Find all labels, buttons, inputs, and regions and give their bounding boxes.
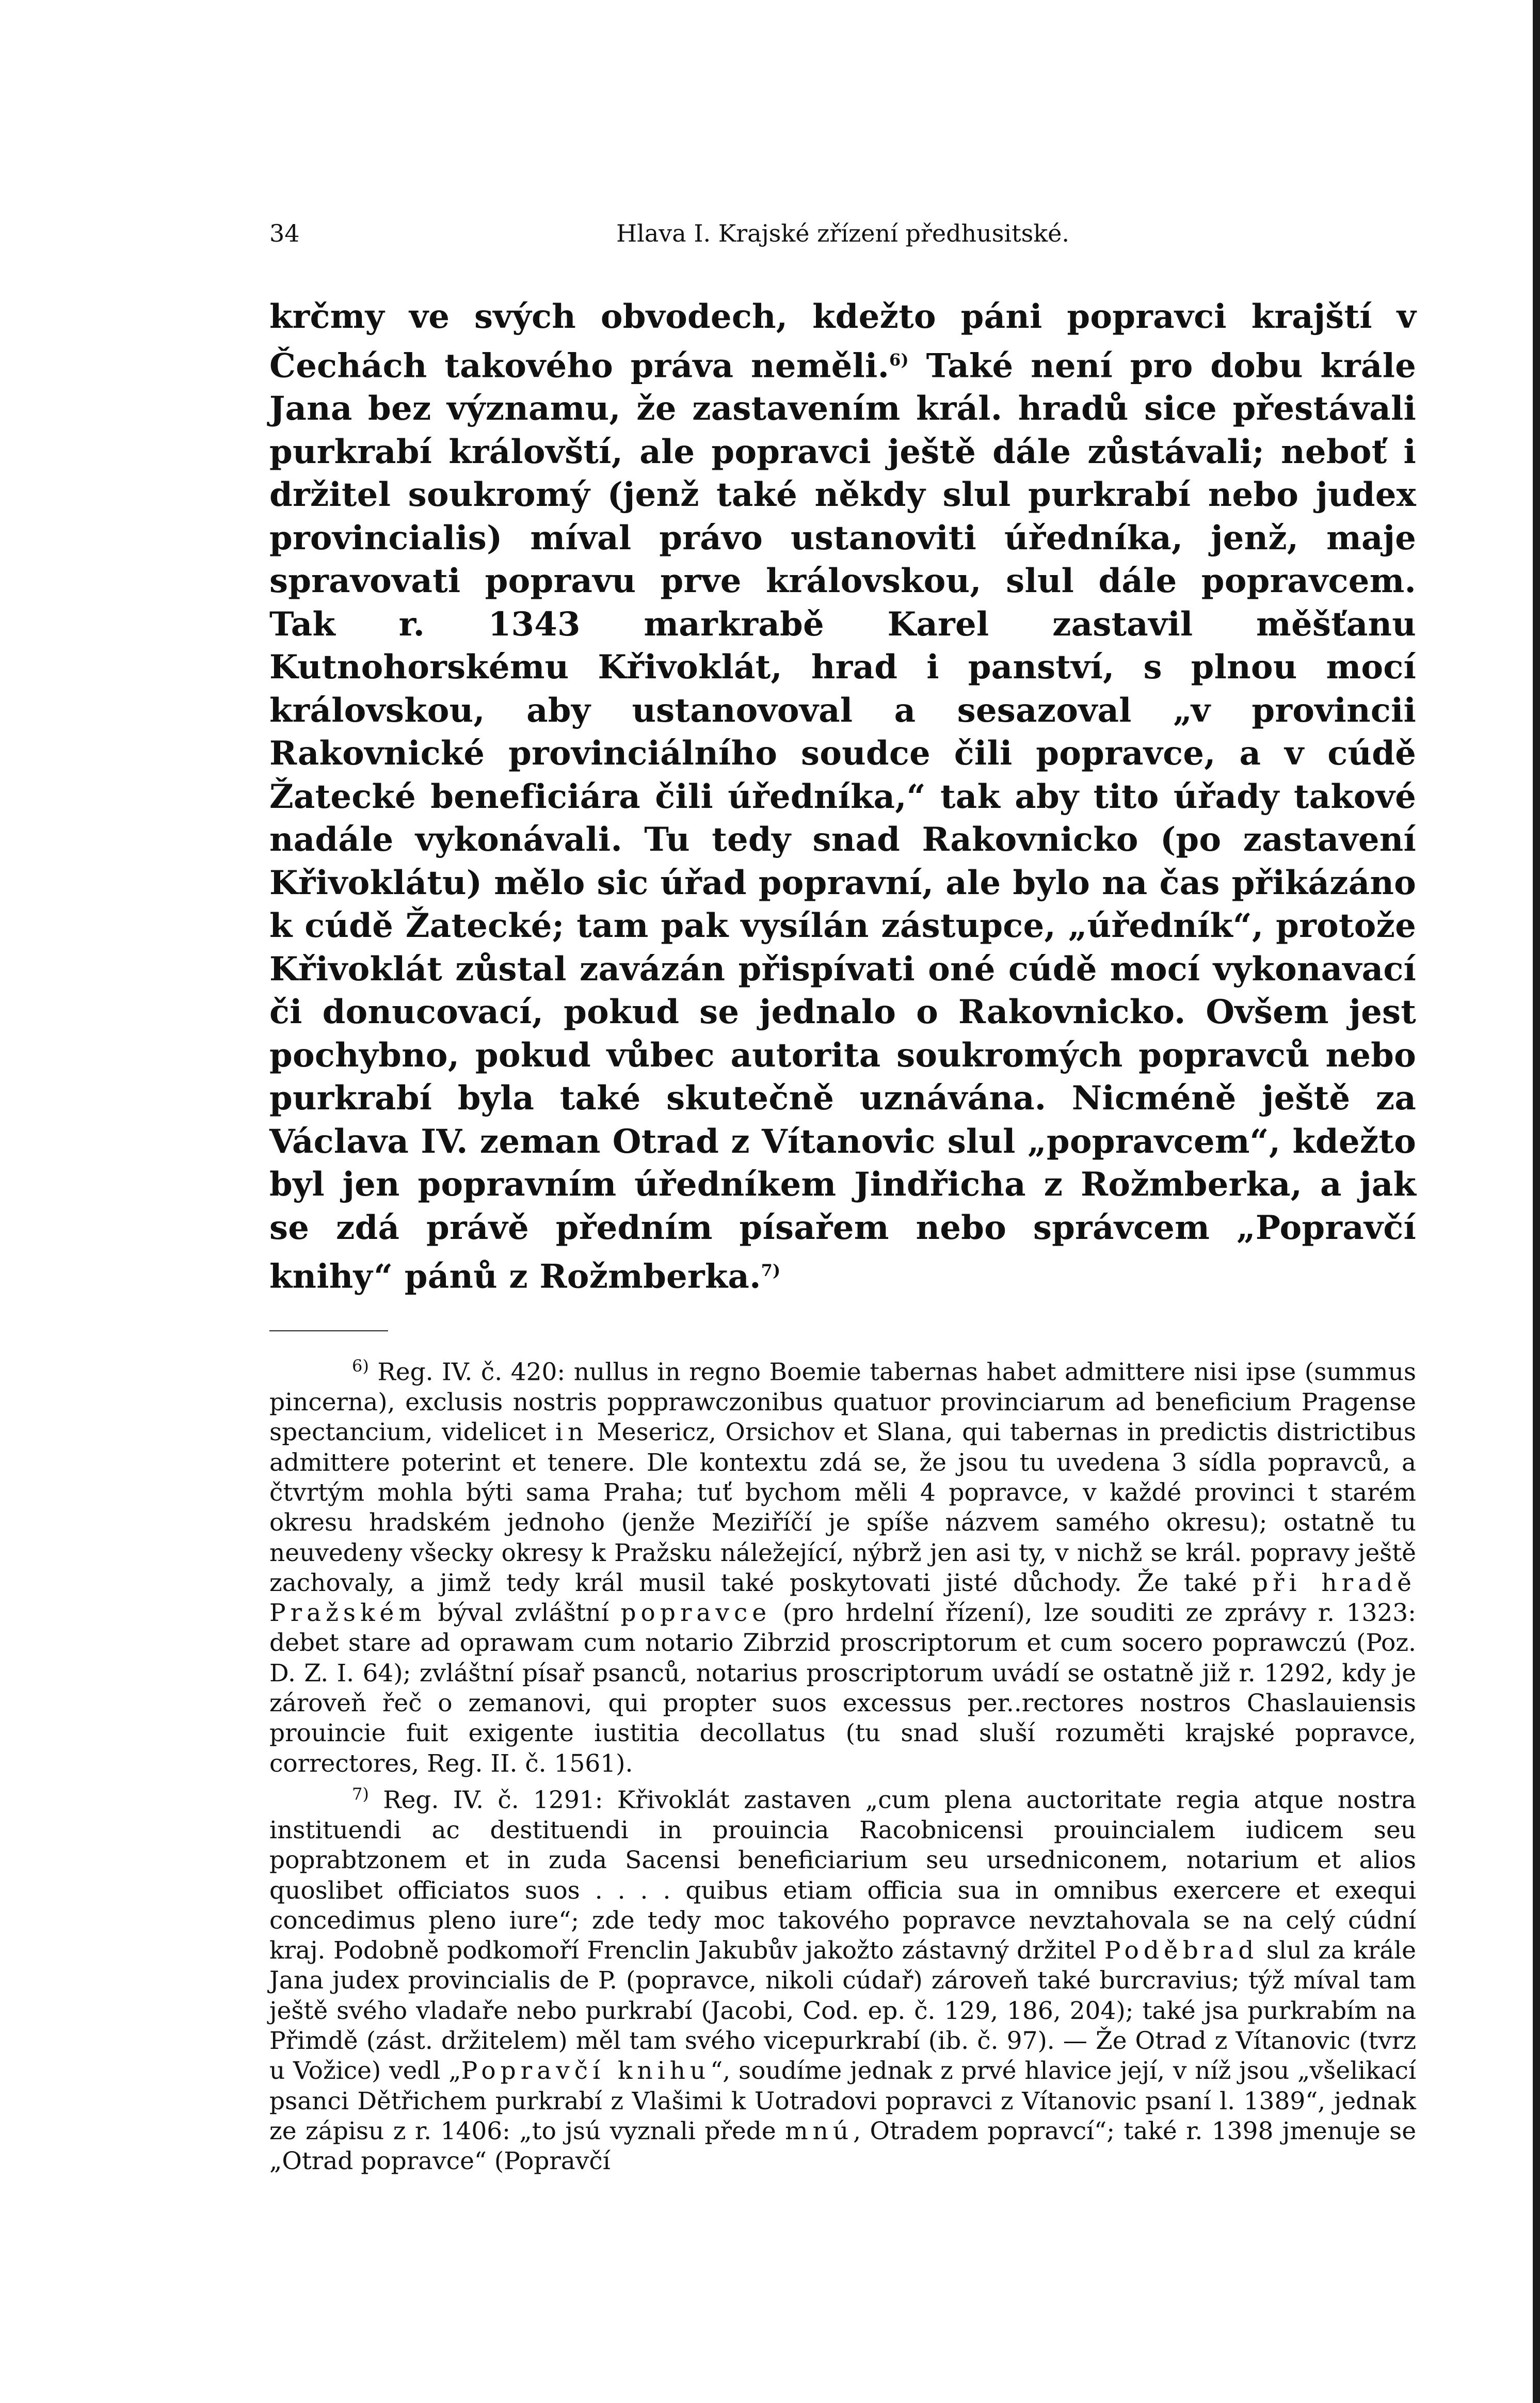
main-text-part-1: krčmy ve svých obvodech, kdežto páni popravci krajští v Čechách takového práva neměli. [269,297,1416,385]
footnote-6-text: Reg. IV. č. 420: nullus in regno Boemie tabernas habet admittere nisi ipse (summus pincerna), exclusis nostris popprawczonibus quatuor provinciarum ad beneficium Pragense spectancium, videlicet [269,1358,1416,1447]
spaced-text: popravce [620,1599,772,1628]
footnote-6-mark: 6) [352,1356,369,1376]
book-page [269,219,1416,2176]
footnote-7 [269,1779,1416,2177]
main-text-part-2: Také není pro dobu krále Jana bez významu, že zastavením král. hradů sice přestávali purkrabí královští, ale popravci ještě dále zůstávali; neboť i držitel soukromý (jenž také někdy slul purkrabí nebo judex provincialis) míval právo ustanoviti úředníka, jenž, maje spravovati popravu prve královskou, slul dále popravcem. Tak r. 1343 markrabě Karel zastavil měšťanu Kutnohorskému Křivoklát, hrad i panství, s plnou mocí královskou, aby ustanovoval a sesazoval „v provincii Rakovnické provinciálního soudce čili popravce, a v cúdě Žatecké beneficiára čili úředníka,“ tak aby tito úřady takové nadále vykonávali. Tu tedy snad Rakovnicko (po zastavení Křivoklátu) mělo sic úřad popravní, ale bylo na čas přikázáno k cúdě Žatecké; tam pak vysílán zástupce, „úředník“, protože Křivoklát zůstal zavázán přispívati oné cúdě mocí vykonavací či donucovací, pokud se jednalo o Rakovnicko. Ovšem jest pochybno, pokud vůbec autorita soukromých popravců nebo purkrabí byla také skutečně uznávána. Nicméně ještě za Václava IV. zeman Otrad z Vítanovic slul „popravcem“, kdežto byl jen popravním úředníkem Jindřicha z Rožmberka, a jak se zdá právě předním písařem nebo správcem „Popravčí knihy“ pánů z Rožmberka. [269,346,1416,1296]
footnote-6-text: Mesericz, Orsichov et Slana, qui tabernas in predictis districtibus admittere poterint et tenere. Dle kontextu zdá se, že jsou tu uvedena 3 sídla popravců, a čtvrtým mohla býti sama Praha; tuť bychom měli 4 popravce, v každé provinci t starém okresu hradském jednoho (jenže Meziříčí je spíše názvem samého okresu); ostatně tu neuvedeny všecky okresy k Pražsku náležející, nýbrž jen asi ty, v nichž se král. popravy ještě zachovaly, a jimž tedy král musil také poskytovati jisté důchody. Že také [269,1418,1416,1597]
running-title: Hlava I. Krajské zřízení předhusitské. [616,219,1069,247]
main-text [269,295,1416,1298]
footnote-7-text: slul za krále Jana judex provincialis de P. (popravce, nikoli cúdař) zároveň také burcravius; týž míval tam ještě svého vladaře nebo purkrabí (Jacobi, Cod. ep. č. 129, 186, 204); také jsa purkrabím na Přimdě (zást. držitelem) měl tam svého vicepurkrabí (ib. č. 97). — Že Otrad z Vítanovic (tvrz u Vožice) vedl „ [269,1936,1417,2086]
footnote-ref-7: 7) [761,1261,781,1281]
spaced-text: in [555,1418,588,1447]
footnote-7-text: Reg. IV. č. 1291: Křivoklát zastaven „cum plena auctoritate regia atque nostra instituendi ac destituendi in prouincia Racobnicensi prouincialem iudicem seu poprabtzonem et in zuda Sacensi beneficiarium seu ursedniconem, notarium et alios quoslibet officiatos suos . . . . quibus etiam officia sua in omnibus exercere et exequi concedimus pleno iure“; zde tedy moc takového popravce nevztahovala se na celý cúdní kraj. Podobně podkomoří Frenclin Jakubův jakožto zástavný držitel [269,1786,1416,1965]
spaced-text: Popravčí knihu [461,2057,711,2086]
spaced-text: mnú [785,2116,854,2145]
page-header [269,219,1416,261]
footnote-7-mark: 7) [352,1784,369,1804]
footnote-7-text: , Otradem popravcí“; také r. 1398 jmenuje se „Otrad popravce“ (Popravčí [269,2116,1417,2176]
main-paragraph [269,295,1416,1298]
footnote-6-text: (pro hrdelní řízení), lze souditi ze zprávy r. 1323: debet stare ad oprawam cum notario Zibrzid proscriptorum et cum socero poprawczú (Poz. D. Z. I. 64); zvláštní písař psanců, notarius proscriptorum uvádí se ostatně již r. 1292, kdy je zároveň řeč o zemanovi, qui propter suos excessus per..rectores nostros Chaslauiensis prouincie fuit exigente iustitia decollatus (tu snad sluší rozuměti krajské popravce, correctores, Reg. II. č. 1561). [269,1599,1417,1778]
spaced-text: Poděbrad [1104,1936,1259,1965]
footnote-6 [269,1351,1416,1779]
footnote-6-text: býval zvláštní [426,1599,621,1628]
footnote-separator [269,1330,388,1331]
footnote-7-text: “, soudíme jednak z prvé hlavice její, v níž jsou „všelikací psanci Dětřichem purkrabí z Vlašimi k Uotradovi popravci z Vítanovic psaní l. 1389“, jednak ze zápisu z r. 1406: „to jsú vyznali přede [269,2057,1416,2145]
page-edge-shadow [1533,0,1540,2403]
page-number: 34 [269,219,300,247]
footnotes [269,1351,1416,2176]
spaced-text: při hradě Pražském [269,1568,1416,1628]
footnote-ref-6: 6) [889,349,909,370]
